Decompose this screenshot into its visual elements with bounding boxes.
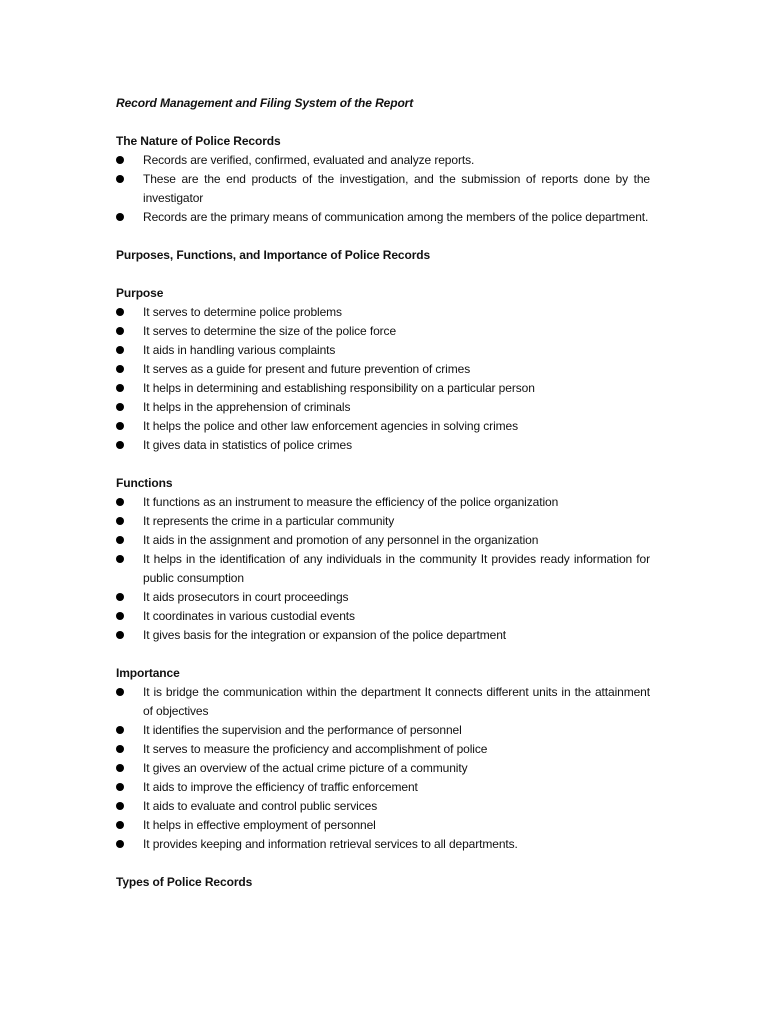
list-item-text: It provides keeping and information retrieval services to all departments.: [143, 837, 518, 851]
bullet-icon: [116, 631, 124, 639]
spacer: [116, 645, 650, 664]
bullet-icon: [116, 346, 124, 354]
list-item-text: It helps the police and other law enforcement agencies in solving crimes: [143, 419, 519, 433]
list-item-text: It helps in effective employment of personnel: [143, 818, 376, 832]
list-item-text: It gives basis for the integration or expansion of the police department: [143, 628, 507, 642]
list-item-text: It gives data in statistics of police crimes: [143, 438, 353, 452]
list-item: [116, 398, 650, 417]
bullet-icon: [116, 593, 124, 601]
list-item-text: It is bridge the communication within the department It connects different units in the attainment of objectives: [143, 685, 650, 718]
bullet-icon: [116, 384, 124, 392]
list-item: [116, 322, 650, 341]
list-item: [116, 797, 650, 816]
heading-types: Types of Police Records: [116, 875, 253, 889]
bullet-icon: [116, 308, 124, 316]
bullet-icon: [116, 156, 124, 164]
bullet-icon: [116, 213, 124, 221]
list-item: [116, 151, 650, 170]
list-item-text: These are the end products of the investigation, and the submission of reports done by the investigator: [143, 172, 650, 205]
bullet-icon: [116, 764, 124, 772]
list-item-text: It serves as a guide for present and future prevention of crimes: [143, 362, 471, 376]
list-importance: [116, 683, 650, 854]
bullet-icon: [116, 783, 124, 791]
list-item-text: It helps in determining and establishing responsibility on a particular person: [143, 381, 535, 395]
list-item-text: It helps in the identification of any individuals in the community It provides ready information for public consumption: [143, 552, 650, 585]
spacer: [116, 265, 650, 284]
spacer: [116, 455, 650, 474]
list-item-text: It serves to determine police problems: [143, 305, 342, 319]
list-item-text: It aids prosecutors in court proceedings: [143, 590, 349, 604]
list-item: [116, 721, 650, 740]
bullet-icon: [116, 821, 124, 829]
bullet-icon: [116, 688, 124, 696]
bullet-icon: [116, 441, 124, 449]
bullet-icon: [116, 422, 124, 430]
list-item-text: It aids in handling various complaints: [143, 343, 336, 357]
list-nature: [116, 151, 650, 227]
heading-purpose: Purpose: [116, 286, 164, 300]
heading-nature: The Nature of Police Records: [116, 134, 281, 148]
list-item-text: It helps in the apprehension of criminals: [143, 400, 351, 414]
list-item-text: It functions as an instrument to measure the efficiency of the police organization: [143, 495, 559, 509]
list-item-text: It serves to determine the size of the police force: [143, 324, 397, 338]
list-item: [116, 626, 650, 645]
list-item: [116, 778, 650, 797]
list-item: [116, 835, 650, 854]
heading-functions: Functions: [116, 476, 173, 490]
list-item: [116, 740, 650, 759]
bullet-icon: [116, 555, 124, 563]
list-item-text: It serves to measure the proficiency and accomplishment of police: [143, 742, 488, 756]
bullet-icon: [116, 365, 124, 373]
list-item: [116, 683, 650, 721]
bullet-icon: [116, 726, 124, 734]
heading-importance: Importance: [116, 666, 180, 680]
bullet-icon: [116, 327, 124, 335]
bullet-icon: [116, 498, 124, 506]
list-item: [116, 360, 650, 379]
list-item: [116, 417, 650, 436]
spacer: [116, 854, 650, 873]
spacer: [116, 227, 650, 246]
list-item: [116, 170, 650, 208]
list-item: [116, 303, 650, 322]
bullet-icon: [116, 517, 124, 525]
list-functions: [116, 493, 650, 645]
list-item: [116, 759, 650, 778]
list-item: [116, 493, 650, 512]
list-item: [116, 379, 650, 398]
list-item: [116, 512, 650, 531]
bullet-icon: [116, 175, 124, 183]
list-item-text: Records are verified, confirmed, evaluated and analyze reports.: [143, 153, 475, 167]
bullet-icon: [116, 612, 124, 620]
bullet-icon: [116, 403, 124, 411]
spacer: [116, 113, 650, 132]
list-item-text: It coordinates in various custodial events: [143, 609, 355, 623]
bullet-icon: [116, 802, 124, 810]
list-item: [116, 341, 650, 360]
list-item: [116, 588, 650, 607]
bullet-icon: [116, 536, 124, 544]
list-item-text: It identifies the supervision and the performance of personnel: [143, 723, 462, 737]
bullet-icon: [116, 840, 124, 848]
list-item: [116, 436, 650, 455]
list-item-text: Records are the primary means of communication among the members of the police department.: [143, 210, 649, 224]
list-item-text: It gives an overview of the actual crime picture of a community: [143, 761, 468, 775]
heading-purposes-functions-importance: Purposes, Functions, and Importance of Police Records: [116, 248, 431, 262]
list-item: [116, 816, 650, 835]
list-item: [116, 531, 650, 550]
list-item-text: It represents the crime in a particular community: [143, 514, 395, 528]
list-item: [116, 208, 650, 227]
list-item-text: It aids to improve the efficiency of traffic enforcement: [143, 780, 418, 794]
list-item-text: It aids to evaluate and control public services: [143, 799, 378, 813]
list-purpose: [116, 303, 650, 455]
list-item: [116, 550, 650, 588]
bullet-icon: [116, 745, 124, 753]
list-item: [116, 607, 650, 626]
document-page: [116, 94, 650, 892]
list-item-text: It aids in the assignment and promotion of any personnel in the organization: [143, 533, 539, 547]
document-title: Record Management and Filing System of the Report: [116, 96, 414, 110]
